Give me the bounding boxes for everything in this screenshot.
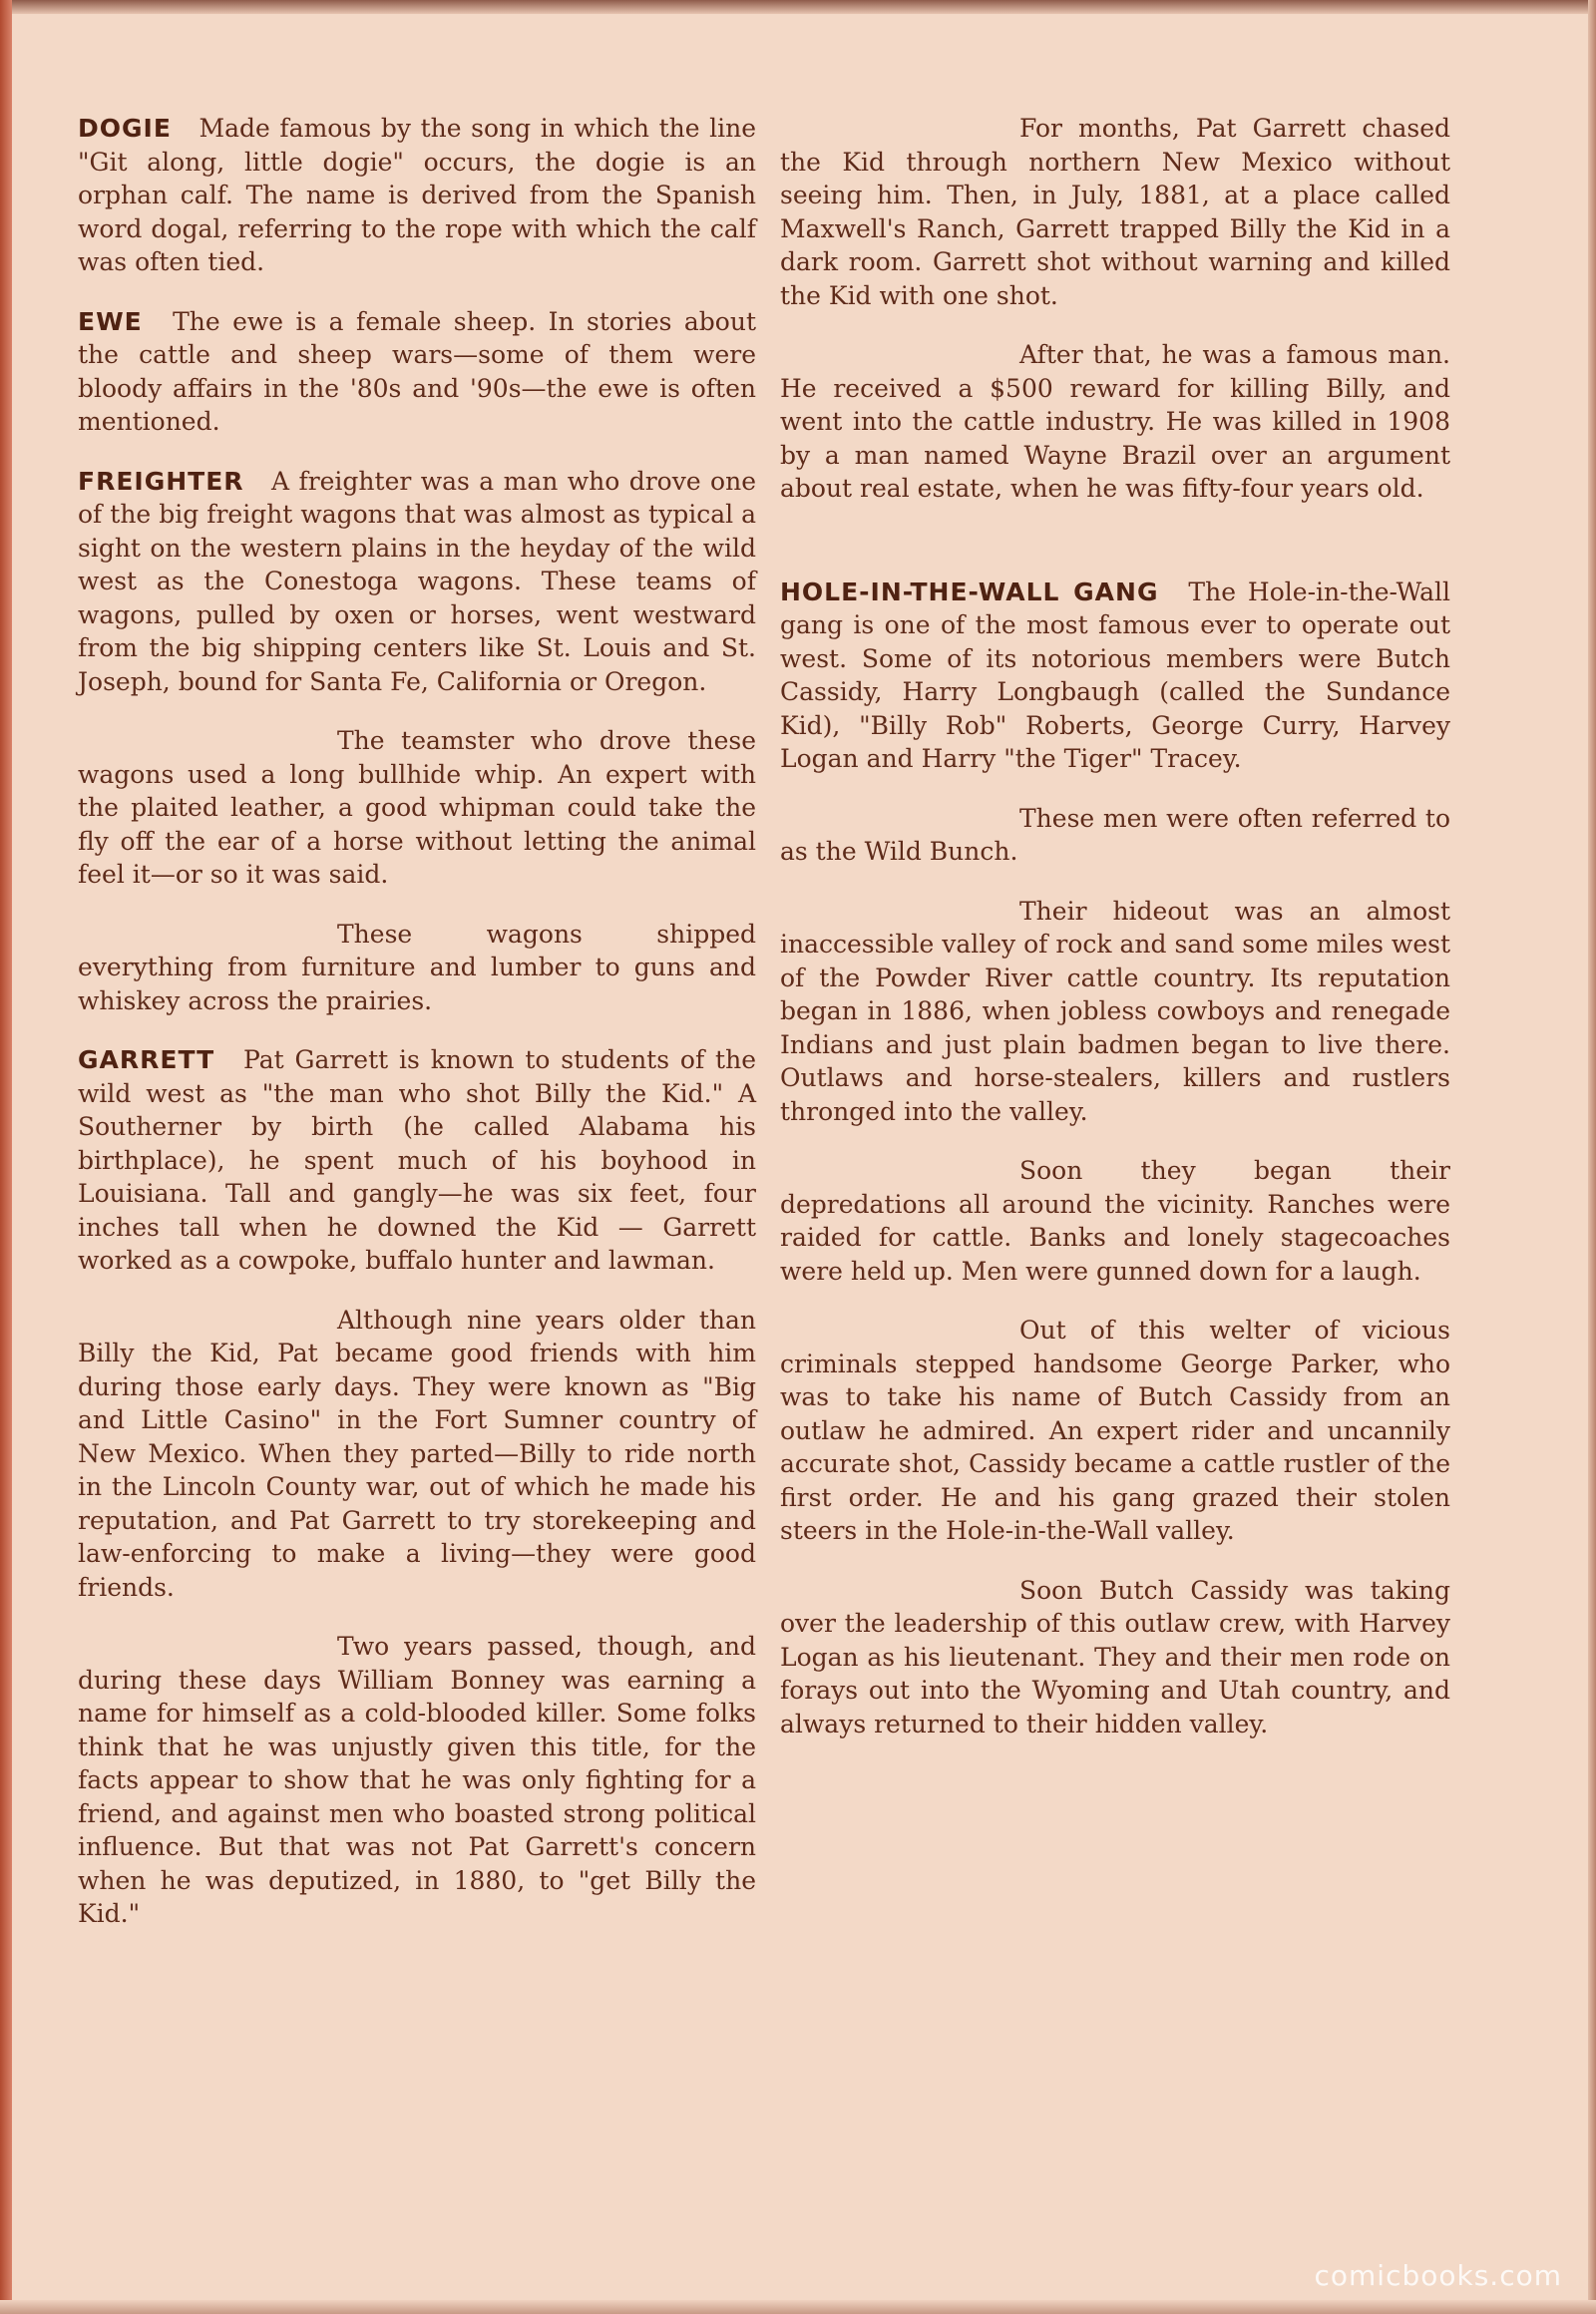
page-edge-right (1588, 0, 1596, 2314)
paragraph: Soon they began their depredations all around the vicinity. Ranches were raided for cattle. Banks and lonely stagecoaches were held up. Men were gunned down for a laugh. (780, 1156, 1450, 1286)
paragraph: Their hideout was an almost inaccessible valley of rock and sand some miles west of the Powder River cattle country. Its reputation began in 1886, when jobless cowboys and renegade Indians and just plain badmen began to live there. Outlaws and horse-stealers, killers and rustlers thronged into the valley. (780, 896, 1450, 1126)
page-binding-edge (0, 0, 12, 2314)
paragraph: Out of this welter of vicious criminals stepped handsome George Parker, who was to take his name of Butch Cassidy from an outlaw he admired. An expert rider and uncannily accurate shot, Cassidy became a cattle rustler of the first order. He and his gang grazed their stolen steers in the Hole-in-the-Wall valley. (780, 1316, 1450, 1545)
entry-hole-in-the-wall-gang (780, 576, 1450, 776)
entry-garrett (78, 1043, 756, 1278)
hole-in-the-wall-section (780, 576, 1450, 1741)
entry-ewe (78, 305, 756, 439)
entry-term: HOLE-IN-THE-WALL GANG (780, 577, 1159, 606)
entry-term: EWE (78, 306, 143, 336)
page-edge-top (0, 0, 1596, 14)
paragraph: Soon Butch Cassidy was taking over the leadership of this outlaw crew, with Harvey Logan as his lieutenant. They and their men rode on forays out into the Wyoming and Utah country, and always returned to their hidden valley. (780, 1575, 1450, 1738)
left-column (78, 112, 756, 1957)
paragraph: The teamster who drove these wagons used a long bullhide whip. An expert with the plaited leather, a good whipman could take the fly off the ear of a horse without letting the animal feel it—or so it was said. (78, 726, 756, 889)
entry-text: The Hole-in-the-Wall gang is one of the most famous ever to operate out west. Some of its notorious members were Butch Cassidy, Harry Longbaugh (called the Sundance Kid), "Billy Rob" Roberts, George Curry, Harvey Logan and Harry "the Tiger" Tracey. (780, 577, 1451, 773)
entry-text: A freighter was a man who drove one of the big freight wagons that was almost as typical a sight on the western plains in the heyday of the wild west as the Conestoga wagons. These teams of wagons, pulled by oxen or horses, went westward from the big shipping centers like St. Louis and St. Joseph, bound for Santa Fe, California or Oregon. (78, 466, 756, 696)
entry-term: GARRETT (78, 1045, 215, 1074)
paragraph: Two years passed, though, and during these days William Bonney was earning a name for himself as a cold-blooded killer. Some folks think that he was unjustly given this title, for the facts appear to show that he was only fighting for a friend, and against men who boasted strong political influence. But that was not Pat Garrett's concern when he was deputized, in 1880, to "get Billy the Kid." (78, 1632, 756, 1928)
page-edge-bottom (0, 2300, 1596, 2314)
entry-text: Pat Garrett is known to students of the wild west as "the man who shot Billy the Kid." A Southerner by birth (he called Alabama his birthplace), he spent much of his boyhood in Louisiana. Tall and gangly—he was six feet, four inches tall when he downed the Kid — Garrett worked as a cowpoke, buffalo hunter and lawman. (78, 1045, 756, 1275)
paragraph: These men were often referred to as the Wild Bunch. (780, 803, 1450, 866)
paragraph: After that, he was a famous man. He received a $500 reward for killing Billy, and went into the cattle industry. He was killed in 1908 by a man named Wayne Brazil over an argument about real estate, when he was fifty-four years old. (780, 340, 1450, 503)
entry-freighter (78, 465, 756, 699)
entry-term: FREIGHTER (78, 466, 244, 496)
entry-term: DOGIE (78, 114, 172, 143)
entry-text: Made famous by the song in which the line "Git along, little dogie" occurs, the dogie is an orphan calf. The name is derived from the Spanish word dogal, referring to the rope with which the calf was often tied. (78, 114, 756, 276)
paragraph: Although nine years older than Billy the Kid, Pat became good friends with him during those early days. They were known as "Big and Little Casino" in the Fort Sumner country of New Mexico. When they parted—Billy to ride north in the Lincoln County war, out of which he made his reputation, and Pat Garrett to try storekeeping and law-enforcing to make a living—they were good friends. (78, 1305, 756, 1602)
entry-dogie (78, 112, 756, 279)
site-watermark: comicbooks.com (1314, 2259, 1562, 2292)
paragraph: These wagons shipped everything from furniture and lumber to guns and whiskey across the prairies. (78, 919, 756, 1015)
right-column (780, 112, 1450, 1766)
paragraph: For months, Pat Garrett chased the Kid through northern New Mexico without seeing him. Then, in July, 1881, at a place called Maxwell's Ranch, Garrett trapped Billy the Kid in a dark room. Garrett shot without warning and killed the Kid with one shot. (780, 114, 1450, 310)
entry-text: The ewe is a female sheep. In stories about the cattle and sheep wars—some of them were bloody affairs in the '80s and '90s—the ewe is often mentioned. (78, 306, 756, 436)
